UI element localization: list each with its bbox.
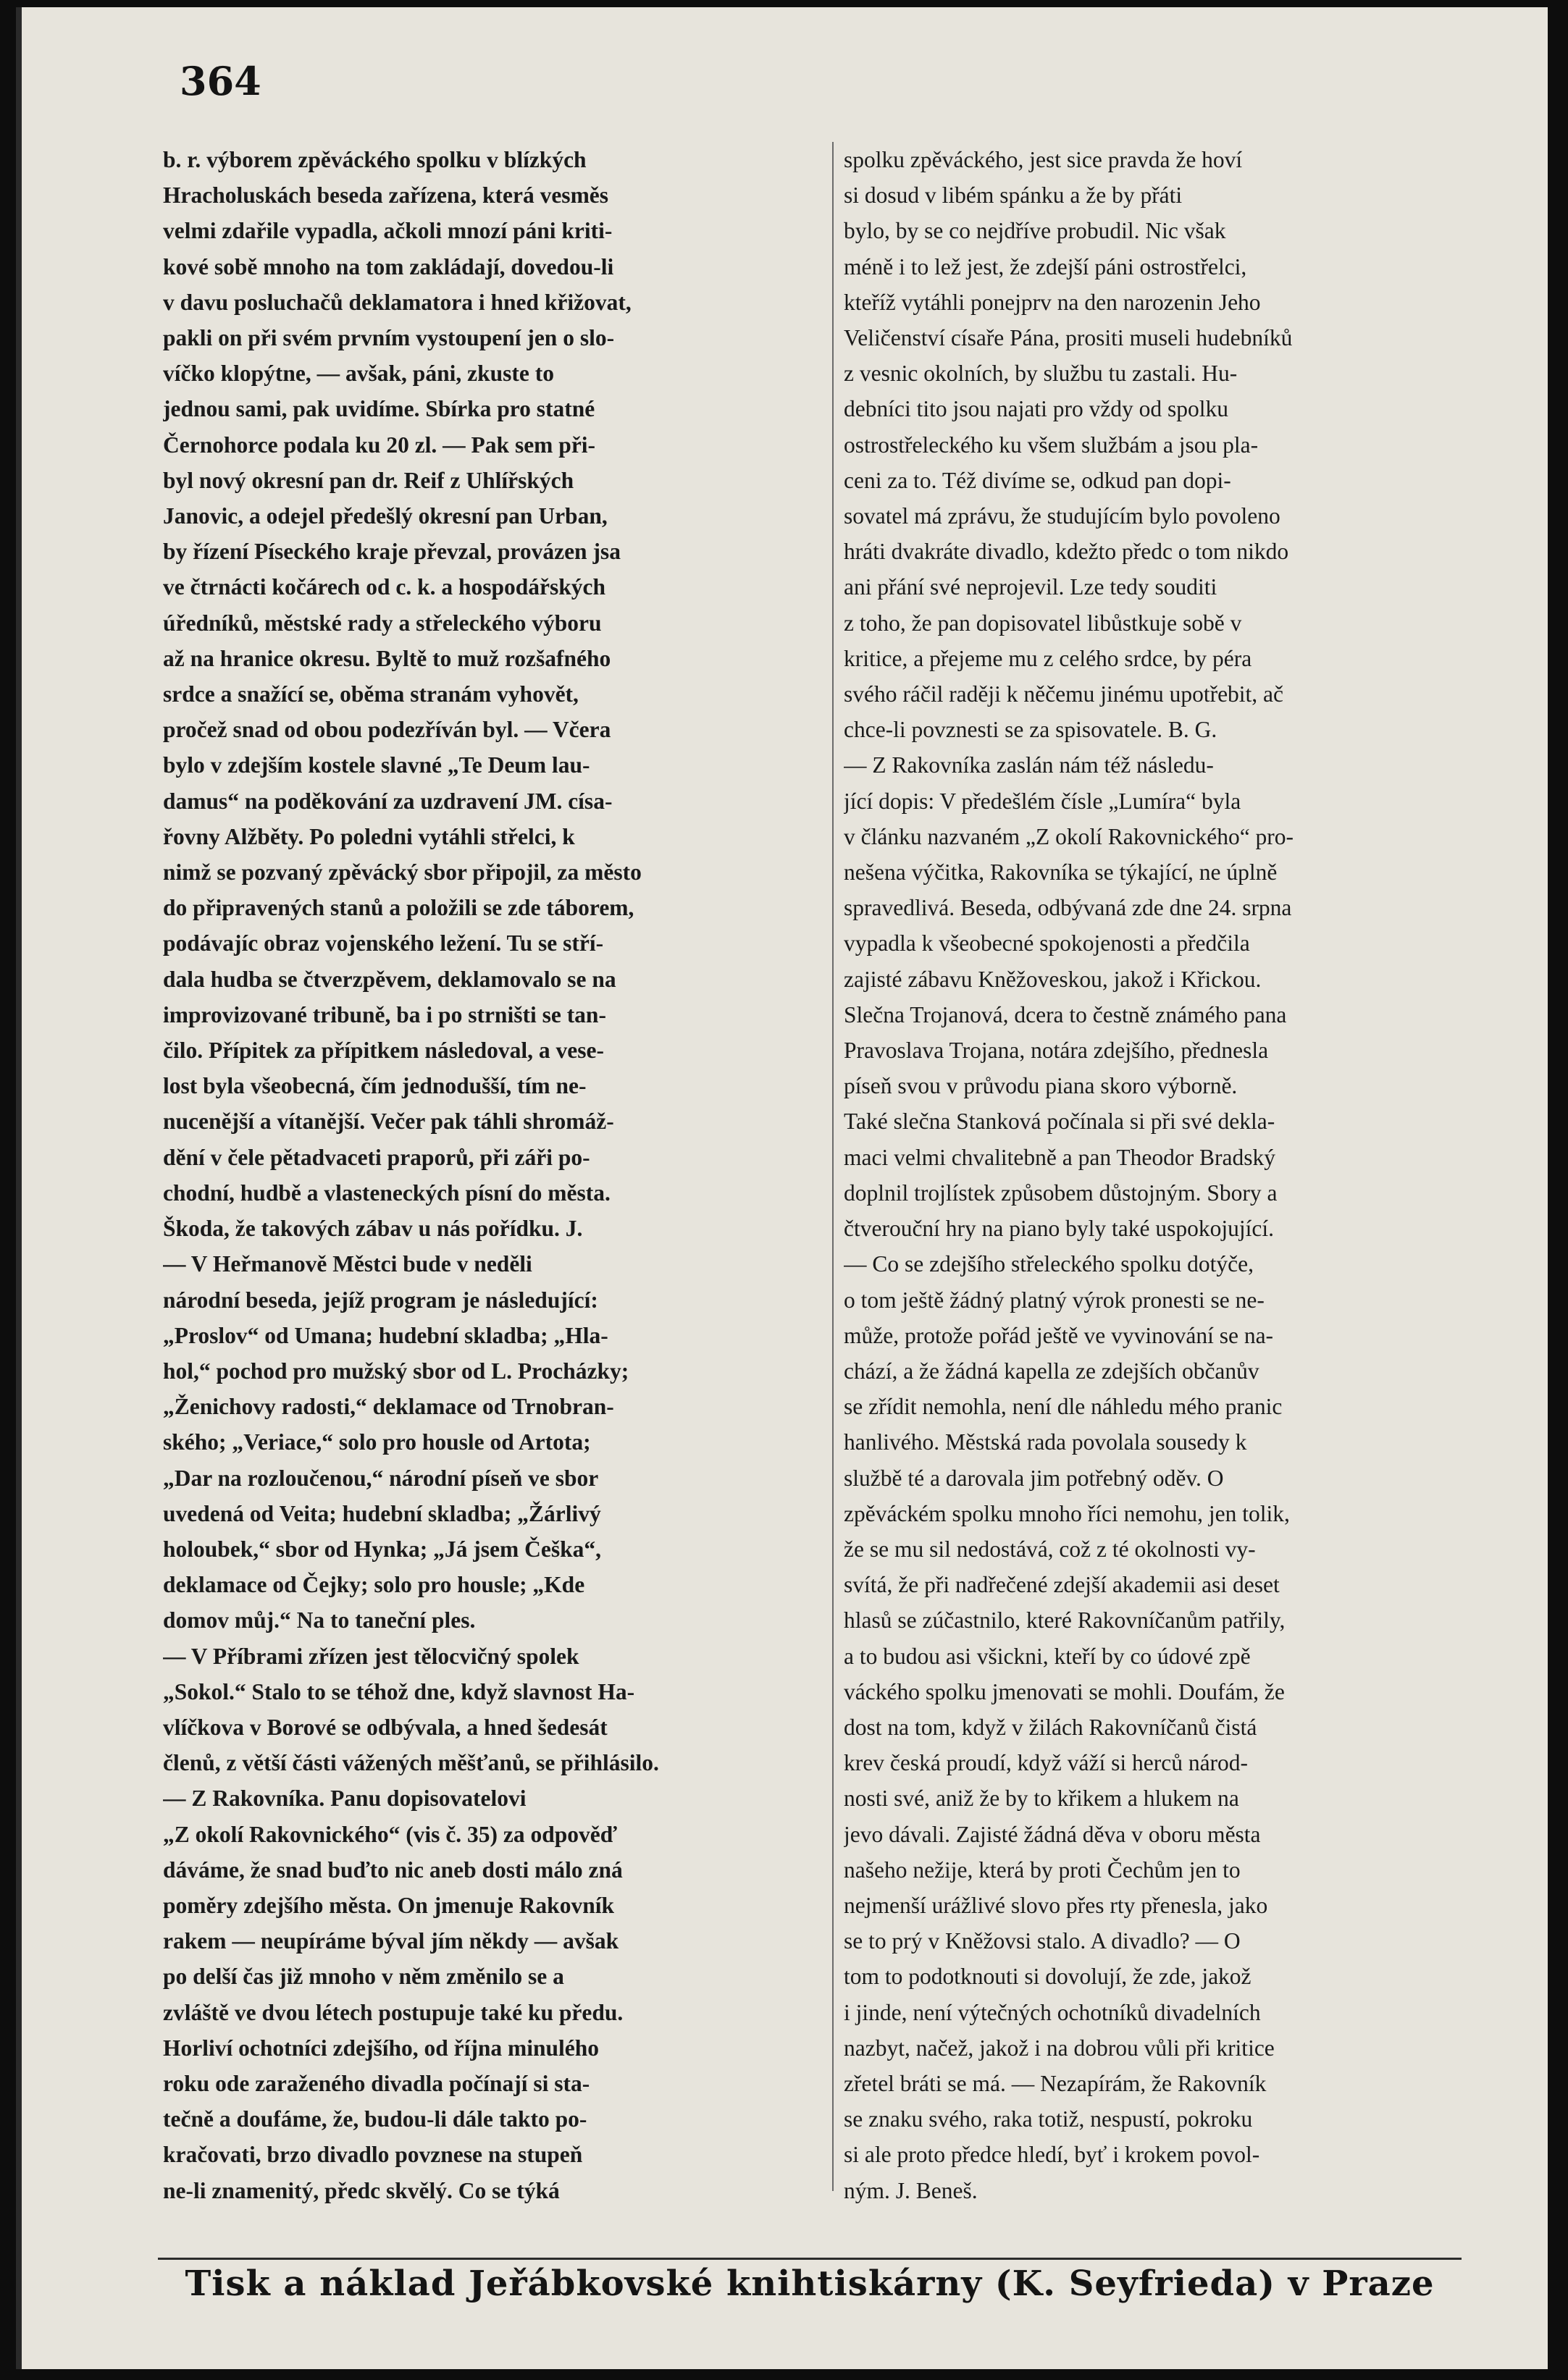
text-line: až na hranice okresu. Byltě to muž rozšafného <box>163 645 611 671</box>
text-line: méně i to lež jest, že zdejší páni ostrostřelci, <box>844 253 1247 279</box>
text-line: jící dopis: V předešlém čísle „Lumíra“ byla <box>844 788 1241 814</box>
text-line: debníci tito jsou najati pro vždy od spolku <box>844 396 1229 422</box>
text-line: pročež snad od obou podezříván byl. — Včera <box>163 717 611 743</box>
text-line: Horliví ochotníci zdejšího, od října minulého <box>163 2035 600 2061</box>
text-line: ceni za to. Též divíme se, odkud pan dopi- <box>844 467 1231 493</box>
text-line: čtverouční hry na piano byly také uspokojující. <box>844 1216 1274 1242</box>
text-line: ne-li znamenitý, předc skvělý. Co se týká <box>163 2177 560 2203</box>
text-line: zvláště ve dvou létech postupuje také ku předu. <box>163 1999 624 2025</box>
text-line: hráti dvakráte divadlo, kdežto předc o tom nikdo <box>844 539 1289 565</box>
text-line: členů, z větší části vážených měšťanů, se přihlásilo. <box>163 1750 659 1776</box>
text-line: improvizované tribuně, ba i po strništi se tan- <box>163 1001 606 1027</box>
text-line: jevo dávali. Zajisté žádná děva v oboru města <box>844 1821 1261 1847</box>
text-line: kteříž vytáhli ponejprv na den narozenin Jeho <box>844 289 1261 315</box>
text-line: nosti své, aniž že by to křikem a hlukem na <box>844 1786 1239 1812</box>
right-column <box>844 142 1485 2208</box>
text-line: ani přání své neprojevil. Lze tedy souditi <box>844 574 1217 600</box>
text-line: svítá, že při nadřečené zdejší akademii asi deset <box>844 1572 1280 1598</box>
text-line: b. r. výborem zpěváckého spolku v blízkých <box>163 147 587 172</box>
text-line: „Dar na rozloučenou,“ národní píseň ve sbor <box>163 1465 599 1491</box>
text-line: „Ženichovy radosti,“ deklamace od Trnobran- <box>163 1394 614 1420</box>
text-line: národní beseda, jejíž program je následující: <box>163 1287 598 1313</box>
text-line: vypadla k všeobecné spokojenosti a předčila <box>844 930 1250 956</box>
left-column <box>163 142 804 2208</box>
text-line: doplnil trojlístek způsobem důstojným. Sbory a <box>844 1180 1278 1206</box>
text-line: nešena výčitka, Rakovníka se týkající, ne úplně <box>844 859 1278 886</box>
text-line: nejmenší urážlivé slovo přes rty přenesla, jako <box>844 1892 1268 1918</box>
text-line: kové sobě mnoho na tom zakládají, dovedou-li <box>163 253 614 279</box>
text-line: tečně a doufáme, že, budou-li dále takto po- <box>163 2106 587 2132</box>
text-line: službě té a darovala jim potřebný oděv. O <box>844 1465 1224 1491</box>
text-line: spravedlivá. Beseda, odbývaná zde dne 24. srpna <box>844 895 1292 921</box>
text-line: může, protože pořád ještě ve vyvinování se na- <box>844 1322 1274 1348</box>
page-number: 364 <box>180 58 261 104</box>
text-line: vlíčkova v Borové se odbývala, a hned šedesát <box>163 1714 608 1740</box>
text-line: chodní, hudbě a vlasteneckých písní do města. <box>163 1180 611 1206</box>
text-line: z toho, že pan dopisovatel libůstkuje sobě v <box>844 610 1242 636</box>
printer-imprint: Tisk a náklad Jeřábkovské knihtiskárny (K. Seyfrieda) v Praze <box>185 2263 1435 2304</box>
text-line: — V Příbrami zřízen jest tělocvičný spolek <box>163 1643 579 1669</box>
text-line: chází, a že žádná kapella ze zdejších občanův <box>844 1358 1259 1384</box>
text-line: úředníků, městské rady a střeleckého výboru <box>163 610 602 636</box>
text-line: ve čtrnácti kočárech od c. k. a hospodářských <box>163 574 606 600</box>
text-line: do připravených stanů a položili se zde táborem, <box>163 895 634 921</box>
text-line: nucenější a vítanější. Večer pak táhli shromáž- <box>163 1109 614 1135</box>
text-line: dění v čele pětadvaceti praporů, při záři po- <box>163 1144 590 1170</box>
text-line: v davu posluchačů deklamatora i hned křižovat, <box>163 289 632 315</box>
text-line: podávajíc obraz vojenského ležení. Tu se stří- <box>163 930 604 956</box>
text-line: v článku nazvaném „Z okolí Rakovnického“ pro- <box>844 823 1294 849</box>
text-line: domov můj.“ Na to taneční ples. <box>163 1607 476 1633</box>
text-line: našeho nežije, která by proti Čechům jen to <box>844 1857 1241 1883</box>
text-line: o tom ještě žádný platný výrok pronesti se ne- <box>844 1287 1265 1313</box>
text-line: se zřídit nemohla, není dle náhledu mého pranic <box>844 1394 1283 1420</box>
text-line: rakem — neupíráme býval jím někdy — avšak <box>163 1928 619 1954</box>
text-line: damus“ na poděkování za uzdravení JM. císa- <box>163 788 613 814</box>
text-line: čilo. Přípitek za přípitkem následoval, a vese- <box>163 1038 604 1064</box>
text-line: — V Heřmanově Městci bude v neděli <box>163 1251 532 1277</box>
text-line: se to prý v Kněžovsi stalo. A divadlo? — O <box>844 1928 1241 1954</box>
text-line: si ale proto předce hledí, byť i krokem povol- <box>844 2142 1260 2168</box>
text-line: váckého spolku jmenovati se mohli. Doufám, že <box>844 1678 1285 1704</box>
text-line: — Co se zdejšího střeleckého spolku dotýče, <box>844 1251 1254 1277</box>
text-line: srdce a snažící se, oběma stranám vyhovět, <box>163 681 579 707</box>
text-line: že se mu sil nedostává, což z té okolnosti vy- <box>844 1536 1256 1562</box>
text-line: ným. J. Beneš. <box>844 2177 978 2203</box>
text-line: zajisté zábavu Kněžoveskou, jakož i Křickou. <box>844 966 1262 992</box>
text-line: roku ode zaraženého divadla počínají si sta- <box>163 2070 590 2096</box>
text-line: nimž se pozvaný zpěvácký sbor připojil, za město <box>163 859 642 886</box>
text-line: krev česká proudí, když váží si herců národ- <box>844 1750 1249 1776</box>
text-line: ského; „Veriace,“ solo pro housle od Artota; <box>163 1429 591 1455</box>
text-line: „Proslov“ od Umana; hudební skladba; „Hla- <box>163 1322 608 1348</box>
text-line: nazbyt, načež, jakož i na dobrou vůli při kritice <box>844 2035 1275 2061</box>
text-line: „Sokol.“ Stalo to se téhož dne, když slavnost Ha- <box>163 1678 635 1704</box>
text-line: víčko klopýtne, — avšak, páni, zkuste to <box>163 361 554 387</box>
text-line: dáváme, že snad buďto nic aneb dosti málo zná <box>163 1857 623 1883</box>
text-line: si dosud v libém spánku a že by přáti <box>844 182 1183 209</box>
text-line: sovatel má zprávu, že studujícím bylo povoleno <box>844 503 1280 529</box>
text-line: holoubek,“ sbor od Hynka; „Já jsem Češka“, <box>163 1536 602 1562</box>
text-line: — Z Rakovníka zaslán nám též následu- <box>844 752 1214 778</box>
text-line: řovny Alžběty. Po poledni vytáhli střelci, k <box>163 823 575 849</box>
text-line: po delší čas již mnoho v něm změnilo se a <box>163 1964 564 1990</box>
text-line: Janovic, a odejel předešlý okresní pan Urban, <box>163 503 608 529</box>
text-line: zřetel bráti se má. — Nezapírám, že Rakovník <box>844 2070 1267 2096</box>
text-line: bylo v zdejším kostele slavné „Te Deum lau- <box>163 752 590 778</box>
text-line: kritice, a přejeme mu z celého srdce, by péra <box>844 645 1252 671</box>
text-line: Slečna Trojanová, dcera to čestně známého pana <box>844 1001 1287 1027</box>
text-line: Škoda, že takových zábav u nás pořídku. J. <box>163 1216 583 1242</box>
text-line: hol,“ pochod pro mužský sbor od L. Procházky; <box>163 1358 629 1384</box>
text-line: a to budou asi všickni, kteří by co údové zpě <box>844 1643 1251 1669</box>
text-line: Pravoslava Trojana, notára zdejšího, přednesla <box>844 1038 1269 1064</box>
text-line: svého ráčil raději k něčemu jinému upotřebit, ač <box>844 681 1284 707</box>
text-line: chce-li povznesti se za spisovatele. B. G. <box>844 717 1217 743</box>
text-line: spolku zpěváckého, jest sice pravda že hoví <box>844 147 1243 172</box>
text-line: „Z okolí Rakovnického“ (vis č. 35) za odpověď <box>163 1821 617 1847</box>
text-line: z vesnic okolních, by službu tu zastali. Hu- <box>844 361 1238 387</box>
text-line: i jinde, není výtečných ochotníků divadelních <box>844 1999 1261 2025</box>
text-line: tom to podotknouti si dovolují, že zde, jakož <box>844 1964 1252 1990</box>
text-line: hanlivého. Městská rada povolala sousedy k <box>844 1429 1247 1455</box>
text-line: jednou sami, pak uvidíme. Sbírka pro statné <box>163 396 595 422</box>
text-line: Hracholuskách beseda zařízena, která vesměs <box>163 182 609 209</box>
text-line: Černohorce podala ku 20 zl. — Pak sem při- <box>163 432 596 458</box>
text-line: by řízení Píseckého kraje převzal, provázen jsa <box>163 539 621 565</box>
text-line: Veličenství císaře Pána, prositi museli hudebníků <box>844 325 1293 351</box>
text-line: zpěváckém spolku mnoho říci nemohu, jen tolik, <box>844 1500 1290 1526</box>
text-line: poměry zdejšího města. On jmenuje Rakovník <box>163 1892 614 1918</box>
text-line: hlasů se zúčastnilo, které Rakovníčanům patřily, <box>844 1607 1286 1633</box>
text-line: lost byla všeobecná, čím jednodušší, tím ne- <box>163 1073 587 1099</box>
text-line: — Z Rakovníka. Panu dopisovatelovi <box>163 1786 527 1812</box>
text-line: Také slečna Stanková počínala si při své dekla- <box>844 1109 1275 1135</box>
text-line: velmi zdařile vypadla, ačkoli mnozí páni kriti- <box>163 218 613 244</box>
text-line: bylo, by se co nejdříve probudil. Nic však <box>844 218 1226 244</box>
footer-rule <box>158 2258 1462 2260</box>
text-line: ostrostřeleckého ku všem službám a jsou pla- <box>844 432 1259 458</box>
text-line: píseň svou v průvodu piana skoro výborně. <box>844 1073 1238 1099</box>
text-line: byl nový okresní pan dr. Reif z Uhlířských <box>163 467 574 493</box>
text-line: pakli on při svém prvním vystoupení jen o slo- <box>163 325 615 351</box>
text-line: kračovati, brzo divadlo povznese na stupeň <box>163 2142 583 2168</box>
column-divider <box>832 142 834 2191</box>
text-line: dala hudba se čtverzpěvem, deklamovalo se na <box>163 966 616 992</box>
text-line: se znaku svého, raka totiž, nespustí, pokroku <box>844 2106 1253 2132</box>
text-line: dost na tom, když v žilách Rakovníčanů čistá <box>844 1714 1257 1740</box>
text-line: maci velmi chvalitebně a pan Theodor Bradský <box>844 1144 1275 1170</box>
text-line: deklamace od Čejky; solo pro housle; „Kde <box>163 1572 585 1598</box>
text-line: uvedená od Veita; hudební skladba; „Žárlivý <box>163 1500 601 1526</box>
